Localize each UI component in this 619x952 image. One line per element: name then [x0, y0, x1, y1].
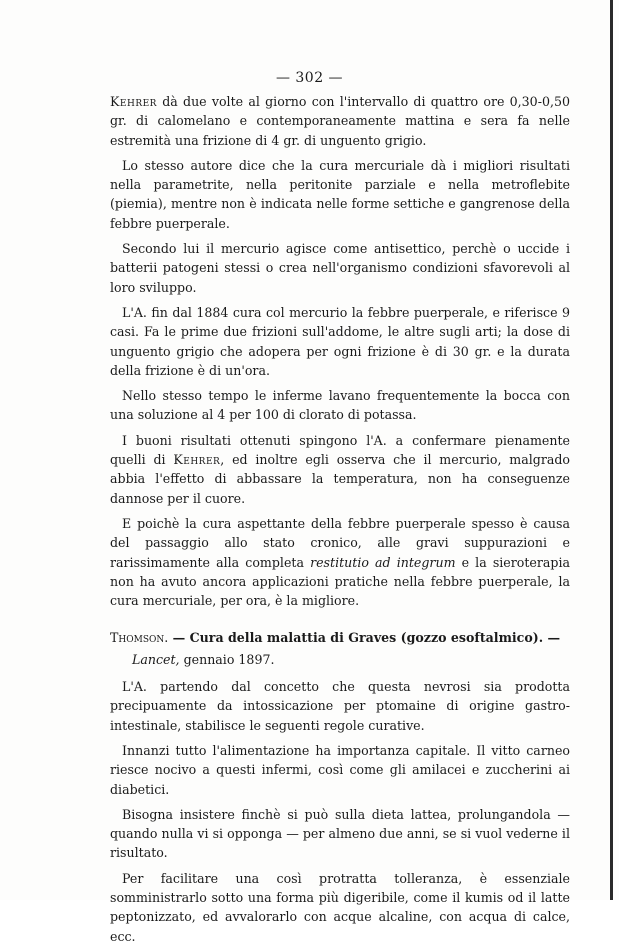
paragraph	[110, 514, 570, 610]
journal-reference	[132, 650, 570, 669]
author-name: Kehrer	[110, 94, 157, 109]
article-heading	[110, 628, 570, 647]
paragraph-text: dà due volte al giorno con l'intervallo di quattro ore 0,30-0,50 gr. di calomelano e contemporaneamente mattina e sera fa nelle estremità una frizione di 4 gr. di unguento grigio.	[110, 94, 570, 148]
body-text	[110, 92, 570, 952]
paragraph	[110, 92, 570, 150]
latin-phrase: restitutio ad integrum	[310, 554, 456, 570]
article-author: Thomson.	[110, 630, 169, 646]
paragraph: Innanzi tutto l'alimentazione ha importanza capitale. Il vitto carneo riesce nocivo a questi infermi, così come gli amilacei e zuccherini ai diabetici.	[110, 742, 570, 797]
author-name: Kehrer	[173, 452, 221, 468]
paragraph-text: I buoni risultati ottenuti spingono l'A. a confermare pienamente quelli di	[110, 432, 570, 468]
paragraph: Nello stesso tempo le inferme lavano frequentemente la bocca con una soluzione al 4 per 100 di clorato di potassa.	[110, 388, 570, 423]
paragraph-text: e la sieroterapia non ha avuto ancora applicazioni pratiche nella febbre puerperale, la cura mercuriale, per ora, è la migliore.	[110, 554, 570, 609]
paragraph: Secondo lui il mercurio agisce come antisettico, perchè o uccide i batterii patogeni stessi o crea nell'organismo condizioni sfavorevoli al loro sviluppo.	[110, 241, 570, 295]
paragraph: L'A. partendo dal concetto che questa nevrosi sia prodotta precipuamente da intossicazione per ptomaine di origine gastro-intestinale, stabilisce le seguenti regole curative.	[110, 679, 570, 733]
paragraph: Per facilitare una così protratta tolleranza, è essenziale somministrarlo sotto una forma più digeribile, come il kumis od il latte peptonizzato, ed avvalorarlo con acque alcaline, con acqua di calce, ecc.	[110, 870, 570, 944]
paragraph: L'A. fin dal 1884 cura col mercurio la febbre puerperale, e riferisce 9 casi. Fa le prime due frizioni sull'addome, le altre sugli arti; la dose di unguento grigio che adopera per ogni frizione è di 30 gr. e la durata della frizione è di un'ora.	[110, 304, 570, 378]
page-number: — 302 —	[275, 70, 344, 86]
paragraph: Lo stesso autore dice che la cura mercuriale dà i migliori risultati nella parametrite, nella peritonite parziale e nella metroflebite (piemia), mentre non è indicata nelle forme settiche e gangrenose della febbre puerperale.	[110, 157, 570, 231]
journal-name: Lancet,	[132, 651, 180, 667]
paragraph: Bisogna insistere finchè si può sulla dieta lattea, prolungandola — quando nulla vi si opponga — per almeno due anni, se si vuol vederne il risultato.	[110, 806, 570, 861]
paragraph	[110, 431, 570, 508]
page-edge-rule	[610, 0, 613, 900]
paragraph-text: E poichè la cura aspettante della febbre puerperale spesso è causa del passaggio allo stato cronico, alle gravi suppurazioni e rarissimamente alla completa	[110, 515, 570, 570]
article-title: — Cura della malattia di Graves (gozzo esoftalmico). —	[168, 630, 561, 646]
journal-date: gennaio 1897.	[179, 651, 275, 667]
paragraph-text: , ed inoltre egli osserva che il mercurio, malgrado abbia l'effetto di abbassare la temperatura, non ha conseguenze dannose per il cuore.	[110, 452, 570, 506]
